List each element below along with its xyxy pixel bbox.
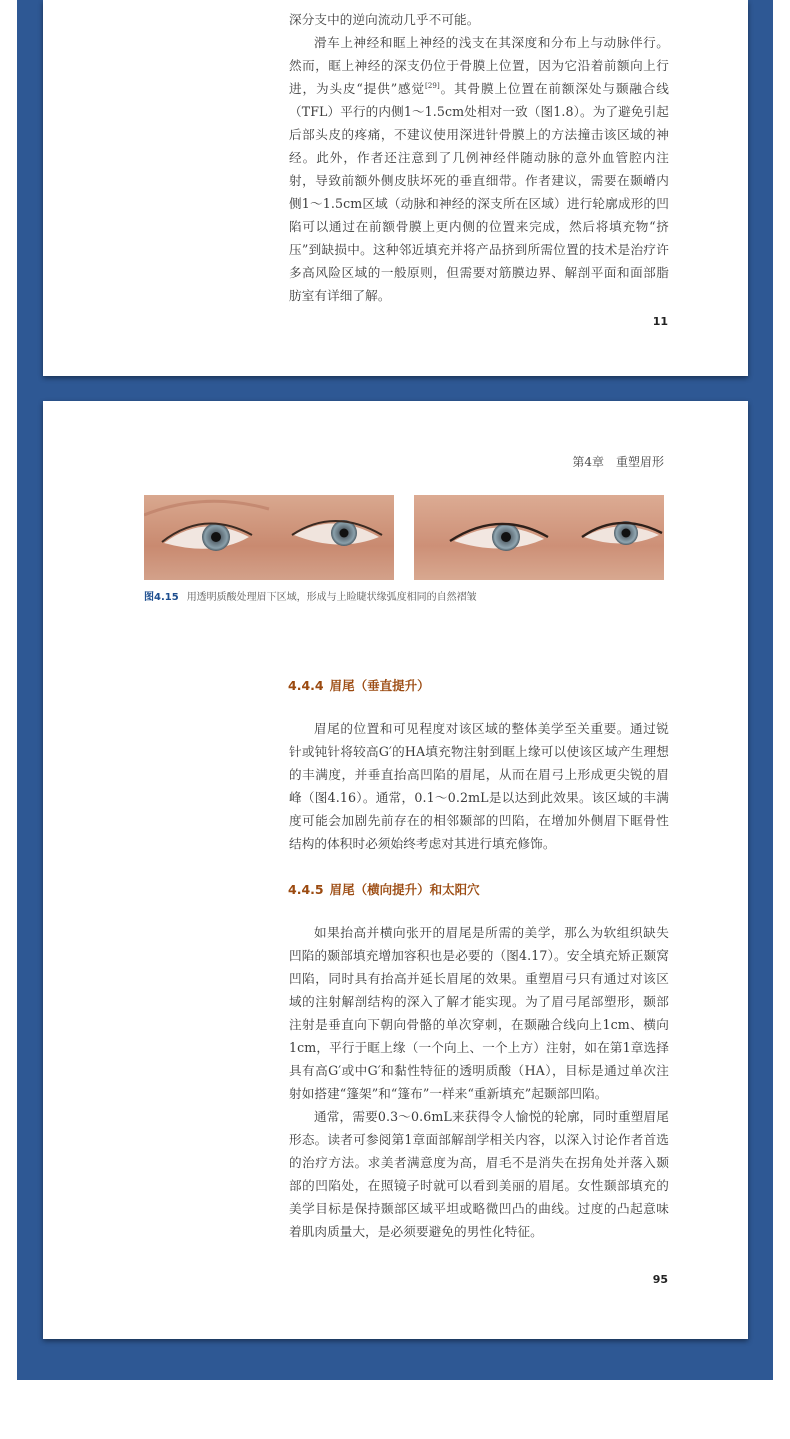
section-heading xyxy=(288,676,430,694)
section-heading xyxy=(288,880,480,898)
paragraph-text: 。其骨膜上位置在前额深处与颞融合线（TFL）平行的内侧1～1.5cm处相对一致（图1.8）。为了避免引起后部头皮的疼痛，不建议使用深进针骨膜上的方法撞击该区域的神经。此外，作者还注意到了几例神经伴随动脉的意外血管腔内注射，导致前额外侧皮肤坏死的垂直细带。作者建议，需要在颞嵴内侧1～1.5cm区域（动脉和神经的深支所在区域）进行轮廓成形的凹陷可以通过在前额骨膜上更内侧的位置来完成，然后将填充物“挤压”到缺损中。这种邻近填充并将产品挤到所需位置的技术是治疗许多高风险区域的一般原则，但需要对筋膜边界、解剖平面和面部脂肪室有详细了解。 xyxy=(289,81,669,303)
paragraph: 通常，需要0.3～0.6mL来获得令人愉悦的轮廓，同时重塑眉尾形态。读者可参阅第1章面部解剖学相关内容，以深入讨论作者首选的治疗方法。求美者满意度为高，眉毛不是消失在拐角处并落入颞部的凹陷处，在照镜子时就可以看到美丽的眉尾。女性颞部填充的美学目标是保持颞部区域平坦或略微凹凸的曲线。过度的凸起意味着肌肉质量大，是必须要避免的男性化特征。 xyxy=(289,1109,669,1239)
figure-label: 图4.15 xyxy=(144,592,179,603)
section-body xyxy=(289,921,669,1243)
page-11-body xyxy=(289,8,669,307)
page-95 xyxy=(43,401,748,1339)
eye-photo-after xyxy=(414,495,664,580)
paragraph: 深分支中的逆向流动几乎不可能。 xyxy=(289,12,480,27)
paragraph: 眉尾的位置和可见程度对该区域的整体美学至关重要。通过锐针或钝针将较高G′的HA填充物注射到眶上缘可以使该区域产生理想的丰满度，并垂直抬高凹陷的眉尾，从而在眉弓上形成更尖锐的眉峰（图4.16）。通常，0.1～0.2mL是以达到此效果。该区域的丰满度可能会加剧先前存在的相邻颞部的凹陷，在增加外侧眉下眶骨性结构的体积时必须始终考虑对其进行填充修饰。 xyxy=(289,721,669,851)
paragraph xyxy=(289,31,669,307)
section-body xyxy=(289,717,669,855)
paragraph: 如果抬高并横向张开的眉尾是所需的美学，那么为软组织缺失凹陷的颞部填充增加容积也是必要的（图4.17）。安全填充矫正颞窝凹陷，同时具有抬高并延长眉尾的效果。重塑眉弓只有通过对该区域的注射解剖结构的深入了解才能实现。为了眉弓尾部塑形，颞部注射是垂直向下朝向骨骼的单次穿刺，在颞融合线向上1cm、横向1cm，平行于眶上缘（一个向上、一个上方）注射，如在第1章选择具有高G′或中G′和黏性特征的透明质酸（HA），目标是通过单次注射如搭建“篷架”和“篷布”一样来“重新填充”起颞部凹陷。 xyxy=(289,925,669,1101)
figure-caption xyxy=(144,588,477,603)
section-title: 眉尾（横向提升）和太阳穴 xyxy=(329,882,480,897)
eye-photo-before xyxy=(144,495,394,580)
page-number: 11 xyxy=(652,315,668,328)
citation: [29] xyxy=(425,81,440,90)
section-number: 4.4.5 xyxy=(288,882,324,897)
paragraph-text: 滑车上神经和眶上神经的浅支在其深度和分布上与动脉伴行。然而，眶上神经的深支仍位于骨膜上位置，因为它沿着前额向上行进，为头皮“提供”感觉 xyxy=(289,35,669,96)
section-title: 眉尾（垂直提升） xyxy=(329,678,430,693)
page-11 xyxy=(43,0,748,376)
running-head: 第4章 重塑眉形 xyxy=(572,455,664,469)
section-number: 4.4.4 xyxy=(288,678,324,693)
figure-caption-text: 用透明质酸处理眉下区域，形成与上睑睫状缘弧度相同的自然褶皱 xyxy=(186,592,477,603)
page-number: 95 xyxy=(652,1273,668,1286)
